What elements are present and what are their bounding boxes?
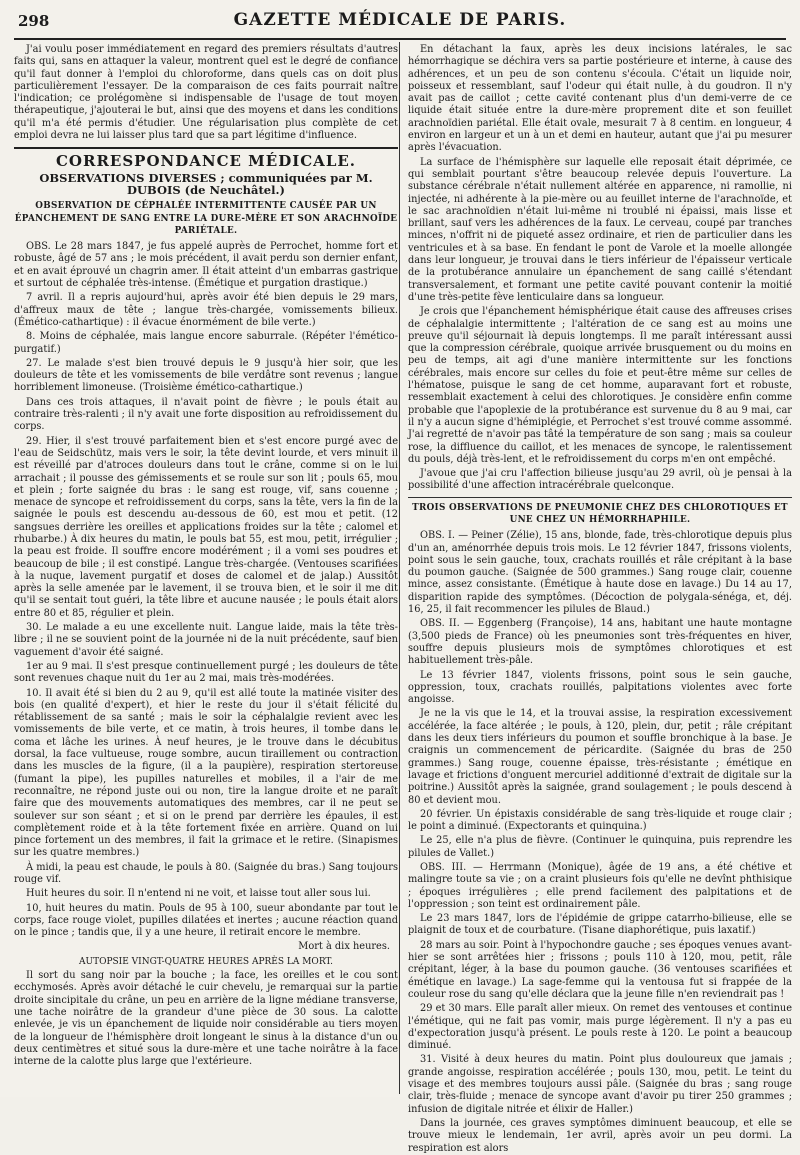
paragraph: J'avoue que j'ai cru l'affection bilieuse jusqu'au 29 avril, où je pensai à la possibilité d'une affection intracérébrale quelconque. [408, 468, 792, 492]
paragraph: 20 février. Un épistaxis considérable de sang très-liquide et rouge clair ; le point a diminué. (Expectorants et quinquina.) [408, 808, 792, 833]
paragraph: 1er au 9 mai. Il s'est presque continuellement purgé ; les douleurs de tête sont revenues chaque nuit du 1er au 2 mai, mais très-modérées. [14, 660, 398, 685]
paragraph: 30. Le malade a eu une excellente nuit. Langue laide, mais la tête très-libre ; il ne se souvient point de la journée ni de la nuit précédente, sauf bien vaguement d'avoir été saigné. [14, 622, 398, 658]
paragraph: En détachant la faux, après les deux incisions latérales, le sac hémorrhagique se déchira vers sa partie postérieure et interne, à cause des adhérences, et un peu de son contenu s'écoula. C'était un liquide noir, poisseux et ressemblant, sauf l'odeur qui était nulle, à du goudron. Il n'y avait pas de caillot ; cette cavité contenant plus d'un demi-verre de ce liquide était située entre la dure-mère proprement dite et son feuillet arachnoïdien pariétal. Elle était ovale, mesurait 7 à 8 centim. en longueur, 4 environ en largeur et un à un et demi en hauteur, autant que j'ai pu mesurer après l'évacuation. [408, 44, 792, 154]
paragraph: 31. Visité à deux heures du matin. Point plus douloureux que jamais ; grande angoisse, respiration accélérée ; pouls 130, mou, petit. Le teint du visage et des membres toujours aussi pâle. (Saignée du bras ; sang rouge clair, très-fluide ; menace de syncope avant d'avoir pu tirer 250 grammes ; infusion de digitale nitrée et élixir de Haller.) [408, 1054, 792, 1115]
paragraph: Le 25, elle n'a plus de fièvre. (Continuer le quinquina, puis reprendre les pilules de Vallet.) [408, 835, 792, 859]
paragraph: 29. Hier, il s'est trouvé parfaitement bien et s'est encore purgé avec de l'eau de Seidschütz, mais vers le soir, la tête devint lourde, et vers minuit il est réveillé par d'atroces douleurs dans tout le crâne, comme si on le lui arrachait ; il pousse des gémissements et se roule sur son lit ; pouls 65, mou et plein ; forte saignée du bras : le sang est rouge, vif, sans couenne ; menace de syncope et refroidissement du corps, sans la tête, vers la fin de la saignée le pouls est descendu au-dessous de 60, est mou et petit. (12 sangsues derrière les oreilles et applications froides sur la tête ; calomel et rhubarbe.) À dix heures du matin, le pouls bat 55, est mou, petit, irrégulier ; la peau est froide. Il souffre encore modérément ; il a vomi ses poudres et beaucoup de bile ; il est constipé. Langue très-chargée. (Ventouses scarifiées à la nuque, lavement purgatif et doses de calomel et de jalap.) Aussitôt après la selle amenée par le lavement, il se trouva bien, et le soir il me dit qu'il se sentait tout guéri, la tête libre et aucune nausée ; le pouls était alors entre 80 et 85, régulier et plein. [14, 435, 398, 619]
paragraph: À midi, la peau est chaude, le pouls à 80. (Saignée du bras.) Sang toujours rouge vif. [14, 861, 398, 885]
paragraph: Il sort du sang noir par la bouche ; la face, les oreilles et le cou sont ecchymosés. Après avoir détaché le cuir chevelu, je remarquai sur la partie droite sincipitale du crâne, un peu en arrière de la ligne médiane transverse, une tache noirâtre de la grandeur d'une pièce de 30 sous. La calotte enlevée, je vis un épanchement de liquide noir considérable au tiers moyen de la longueur de l'hémisphère droit longeant le sinus à la distance d'un ou deux centimètres et situé sous la dure-mère et une tache noirâtre à la face interne de la calotte plus large que l'extérieure. [14, 970, 398, 1068]
paragraph: Je ne la vis que le 14, et la trouvai assise, la respiration excessivement accélérée, la face altérée ; le pouls, à 120, plein, dur, petit ; râle crépitant dans les deux tiers inférieurs du poumon et souffle bronchique à la base. Je craignis un commencement de péricardite. (Saignée du bras de 250 grammes.) Sang rouge, couenne épaisse, très-résistante ; émétique en lavage et frictions d'onguent mercuriel additionné d'extrait de digitale sur la poitrine.) Aussitôt après la saignée, grand soulagement ; le pouls descend à 80 et devient mou. [408, 708, 792, 806]
journal-title: GAZETTE MÉDICALE DE PARIS. [233, 10, 567, 30]
paragraph: Mort à dix heures. [298, 941, 390, 953]
page-header [14, 6, 786, 36]
observation-heading: OBSERVATION DE CÉPHALÉE INTERMITTENTE CAUSÉE PAR UN ÉPANCHEMENT DE SANG ENTRE LA DURE-MÈRE ET SON ARACHNOÏDE PARIÉTALE. [14, 201, 398, 236]
right-column [408, 44, 792, 1154]
paragraph: 8. Moins de céphalée, mais langue encore saburrale. (Répéter l'émético-purgatif.) [14, 331, 398, 355]
section-title: CORRESPONDANCE MÉDICALE. [55, 152, 357, 171]
paragraph: Le 13 février 1847, violents frissons, point sous le sein gauche, oppression, toux, crachats rouillés, palpitations violentes avec forte angoisse. [408, 669, 792, 706]
paragraph: 10, huit heures du matin. Pouls de 95 à 100, sueur abondante par tout le corps, face rouge violet, pupilles dilatées et inertes ; aucune réaction quand on le pince ; tandis que, il y a une heure, il retirait encore le membre. [14, 902, 398, 939]
paragraph: Dans ces trois attaques, il n'avait point de fièvre ; le pouls était au contraire très-ralenti ; il n'y avait une forte disposition au refroidissement du corps. [14, 396, 398, 433]
section-rule [14, 147, 398, 149]
left-column [14, 44, 398, 1092]
intro-paragraph: J'ai voulu poser immédiatement en regard des premiers résultats d'autres faits qui, sans en attaquer la valeur, montrent quel est le degré de confiance qu'il faut donner à l'emploi du chloroforme, dans quels cas on doit plus particulièrement l'essayer. De la comparaison de ces faits pourrait naître l'indication; ce prolégomène si indispensable de l'usage de tout moyen thérapeutique, j'ajouterai le but, ainsi que des moyens et dans les conditions qu'il m'a été permis d'étudier. Une régularisation plus complète de cet emploi devra ne lui laisser plus tard que sa part légitime d'influence. [14, 44, 398, 142]
paragraph: Huit heures du soir. Il n'entend ni ne voit, et laisse tout aller sous lui. [26, 888, 371, 900]
paragraph: OBS. II. — Eggenberg (Françoise), 14 ans, habitant une haute montagne (3,500 pieds de France) où les pneumonies sont très-fréquentes en hiver, souffre depuis plusieurs mois de symptômes chlorotiques et est habituellement très-pâle. [408, 618, 792, 667]
page-number: 298 [18, 12, 50, 30]
paragraph: 10. Il avait été si bien du 2 au 9, qu'il est allé toute la matinée visiter des bois (en qualité d'expert), et hier le reste du jour il s'était félicité du rétablissement de sa santé ; mais le soir la céphalalgie revient avec les vomissements de bile verte, et ce matin, à trois heures, il tombe dans le coma et lâche les urines. À neuf heures, je le trouve dans le décubitus dorsal, la face vultueuse, rouge sombre, aucun tiraillement ou contraction dans les muscles de la figure, (il a la paupière), respiration stertoreuse (fumant la pipe), les pupilles naturelles et mobiles, il a l'air de me reconnaître, ne répond juste oui ou non, tire la langue droite et ne paraît faire que des mouvements automatiques des membres, car il ne peut se soulever sur son séant ; et si on le prend par derrière les épaules, il est complètement roide et à la tête fortement fixée en arrière. Quand on lui pince fortement un des membres, il fait la grimace et le retire. (Sinapismes sur les quatre membres.) [14, 687, 398, 859]
paragraph: Je crois que l'épanchement hémisphérique était cause des affreuses crises de céphalalgie intermittente ; l'altération de ce sang est au moins une preuve qu'il séjournait là depuis longtemps. Il me paraît intéressant aussi que la compression cérébrale, quoique arrivée brusquement ou du moins en peu de temps, ait agi d'une manière intermittente sur les fonctions cérébrales, mais encore sur celles du foie et peut-être même sur celles de l'hématose, puisque le sang de cet homme, auparavant fort et robuste, ressemblait exactement à celui des chlorotiques. Je considère enfin comme probable que l'apoplexie de la protubérance est survenue du 8 au 9 mai, car il n'y a aucun signe d'hémiplégie, et Perrochet s'est trouvé comme assommé. J'ai regretté de n'avoir pas tâté la température de son sang ; mais sa couleur rose, la diffluence du caillot, et les menaces de syncope, le ralentissement du pouls, déjà très-lent, et le refroidissement du corps m'en ont empêché. [408, 306, 792, 465]
section-rule [408, 497, 792, 498]
section-subtitle: OBSERVATIONS DIVERSES ; communiquées par M. DUBOIS (de Neuchâtel.) [39, 170, 373, 197]
observation-heading: TROIS OBSERVATIONS DE PNEUMONIE CHEZ DES CHLOROTIQUES ET UNE CHEZ UN HÉMORRHAPHILE. [412, 502, 788, 525]
paragraph: OBS. I. — Peiner (Zélie), 15 ans, blonde, fade, très-chlorotique depuis plus d'un an, aménorrhée depuis trois mois. Le 12 février 1847, frissons violents, point sous le sein gauche, toux, crachats rouillés et râle crépitant à la base du poumon gauche. (Saignée de 500 grammes.) Sang rouge clair, couenne mince, assez consistante. (Émétique à haute dose en lavage.) Du 14 au 17, disparition rapide des symptômes. (Décoction de polygala-sénéga, et, déj. 16, 25, il fait recommencer les pilules de Blaud.) [408, 530, 792, 616]
header-rule [14, 38, 786, 40]
column-divider [399, 42, 400, 1094]
paragraph: OBS. III. — Herrmann (Monique), âgée de 19 ans, a été chétive et malingre toute sa vie ; on a craint plusieurs fois qu'elle ne devînt phthisique ; époques irrégulières ; elle prend facilement des palpitations et de l'oppression ; son teint est ordinairement pâle. [408, 862, 792, 910]
paragraph: OBS. Le 28 mars 1847, je fus appelé auprès de Perrochet, homme fort et robuste, âgé de 57 ans ; le mois précédent, il avait perdu son dernier enfant, et en avait éprouvé un chagrin amer. Il était atteint d'un embarras gastrique et surtout de céphalée très-intense. (Émétique et purgation drastique.) [14, 241, 398, 290]
paragraph: 7 avril. Il a repris aujourd'hui, après avoir été bien depuis le 29 mars, d'affreux maux de tête ; langue très-chargée, vomissements bilieux. (Émético-cathartique) : il évacue énormément de bile verte.) [14, 292, 398, 328]
autopsy-heading: AUTOPSIE VINGT-QUATRE HEURES APRÈS LA MORT. [79, 956, 333, 967]
paragraph: 28 mars au soir. Point à l'hypochondre gauche ; ses époques venues avant-hier se sont arrêtées hier ; frissons ; pouls 110 à 120, mou, petit, râle crépitant, léger, à la base du poumon gauche. (36 ventouses scarifiées et émétique en lavage.) La sage-femme qui la ventousa fut si frappée de la couleur rose du sang qu'elle déclara que la jeune fille n'en reviendrait pas ! [408, 939, 792, 1000]
paragraph: La surface de l'hémisphère sur laquelle elle reposait était déprimée, ce qui semblait pourtant s'être beaucoup relevée depuis l'ouverture. La substance cérébrale n'était nullement altérée en apparence, ni ramollie, ni injectée, ni adhérente à la pie-mère ou au feuillet interne de l'arachnoïde, et le sac arachnoïdien n'était lui-même ni troublé ni épaissi, mais lisse et brillant, sauf vers les adhérences de la faux. Le cerveau, coupé par tranches minces, n'offrit ni de piqueté assez ordinaire, et rien de particulier dans les ventricules et à sa base. En fendant le pont de Varole et la moelle allongée dans leur longueur, je trouvai dans le tiers inférieur de l'épaisseur verticale de la protubérance annulaire un épanchement de sang caillé s'étendant transversalement, et formant une petite cavité pouvant contenir la moitié d'une très-petite fève lenticulaire dans sa longueur. [408, 156, 792, 303]
paragraph: Le 23 mars 1847, lors de l'épidémie de grippe catarrho-bilieuse, elle se plaignit de toux et de courbature. (Tisane diaphorétique, puis laxatif.) [408, 913, 792, 937]
paragraph: 29 et 30 mars. Elle paraît aller mieux. On remet des ventouses et continue l'émétique, qui ne fait pas vomir, mais purge légèrement. Il n'y a pas eu d'expectoration jusqu'à présent. Le pouls reste à 120. Le point a beaucoup diminué. [408, 1003, 792, 1052]
paragraph: 27. Le malade s'est bien trouvé depuis le 9 jusqu'à hier soir, que les douleurs de tête et les vomissements de bile verdâtre sont revenus ; langue horriblement limoneuse. (Troisième émético-cathartique.) [14, 357, 398, 394]
paragraph: Dans la journée, ces graves symptômes diminuent beaucoup, et elle se trouve mieux le lendemain, 1er avril, après avoir un peu dormi. La respiration est alors [408, 1117, 792, 1154]
